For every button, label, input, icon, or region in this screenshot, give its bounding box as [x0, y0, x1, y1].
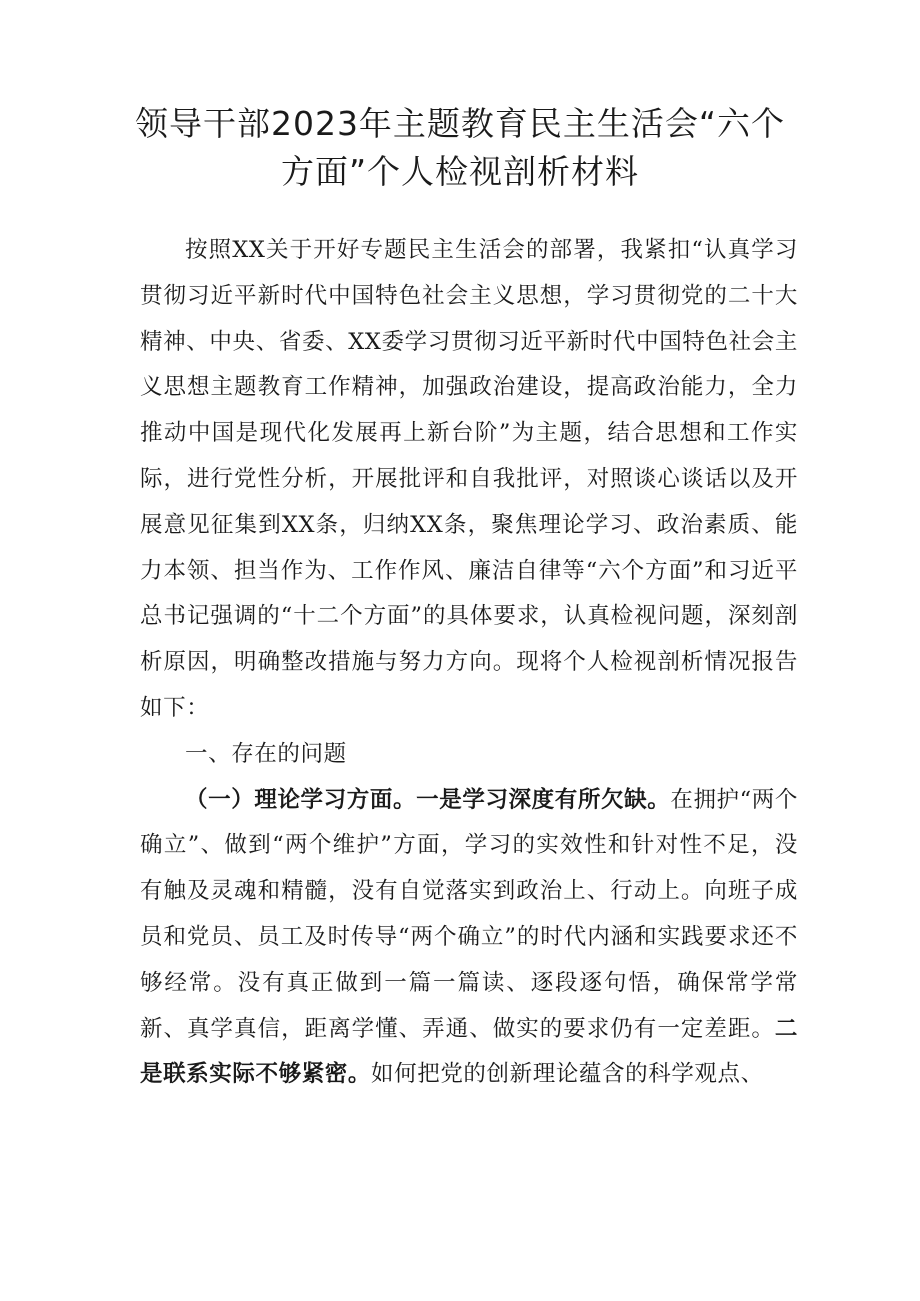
document-body — [140, 228, 798, 1098]
document-title: 领导干部2023年主题教育民主生活会“六个方面”个人检视剖析材料 — [134, 104, 786, 191]
theory-study-paragraph — [140, 778, 798, 1099]
point-text-study-depth: 在拥护“两个确立”、做到“两个维护”方面，学习的实效性和针对性不足，没有触及灵魂和精髓，没有自觉落实到政治上、行动上。向班子成员和党员、员工及时传导“两个确立”的时代内涵和实践要求还不够经常。没有真正做到一篇一篇读、逐段逐句悟，确保常学常新、真学真信，距离学懂、弄通、做实的要求仍有一定差距。 — [140, 786, 798, 1042]
point-label-practice-link: 二是联系实际不够紧密。 — [140, 1015, 798, 1088]
subsection-label-theory-study: （一）理论学习方面。 — [185, 786, 417, 813]
point-text-practice-link: 如何把党的创新理论蕴含的科学观点、 — [371, 1061, 764, 1088]
section-heading-problems: 一、存在的问题 — [185, 740, 347, 767]
point-label-study-depth: 一是学习深度有所欠缺。 — [416, 786, 671, 813]
intro-paragraph: 按照XX关于开好专题民主生活会的部署，我紧扣“认真学习贯彻习近平新时代中国特色社会主义思想，学习贯彻党的二十大精神、中央、省委、XX委学习贯彻习近平新时代中国特色社会主义思想主题教育工作精神，加强政治建设，提高政治能力，全力推动中国是现代化发展再上新台阶”为主题，结合思想和工作实际，进行党性分析，开展批评和自我批评，对照谈心谈话以及开展意见征集到XX条，归纳XX条，聚焦理论学习、政治素质、能力本领、担当作为、工作作风、廉洁自律等“六个方面”和习近平总书记强调的“十二个方面”的具体要求，认真检视问题，深刻剖析原因，明确整改措施与努力方向。现将个人检视剖析情况报告如下： — [140, 237, 798, 721]
